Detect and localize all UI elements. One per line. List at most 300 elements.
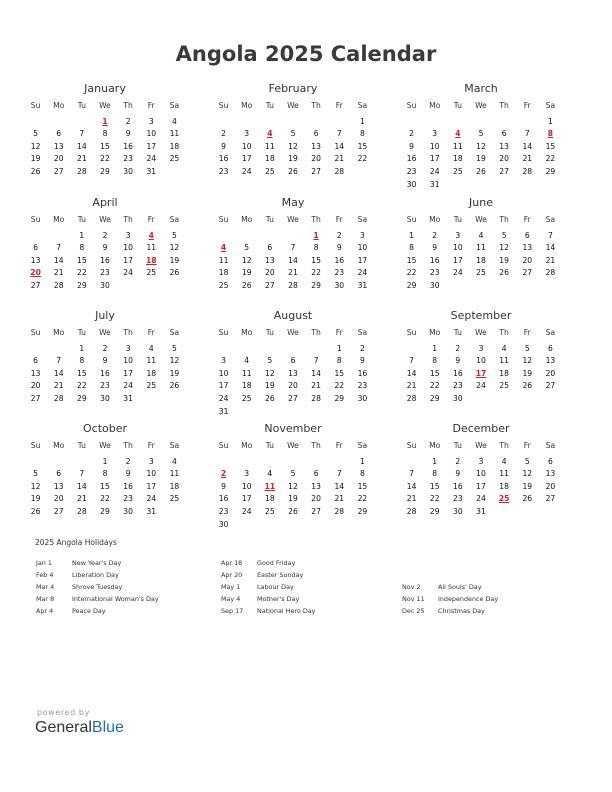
day: 8 bbox=[432, 469, 438, 479]
day: 21 bbox=[545, 255, 556, 265]
day: 2 bbox=[102, 230, 108, 240]
day: 26 bbox=[265, 393, 275, 403]
day: 19 bbox=[265, 381, 275, 391]
holiday-date: Sep 17 bbox=[221, 607, 244, 615]
day: 16 bbox=[406, 154, 417, 164]
day: 13 bbox=[311, 481, 321, 491]
holiday-day: 4 bbox=[148, 230, 154, 240]
day: 10 bbox=[476, 469, 486, 479]
day: 28 bbox=[406, 506, 417, 516]
day: 23 bbox=[218, 506, 229, 516]
empty-day bbox=[281, 116, 304, 129]
day: 14 bbox=[77, 141, 87, 151]
day: 2 bbox=[102, 343, 108, 353]
weekday-header: Sa bbox=[545, 215, 556, 224]
day: 17 bbox=[146, 481, 157, 491]
empty-day bbox=[469, 116, 492, 129]
day: 18 bbox=[169, 481, 180, 491]
weekday-header: We bbox=[475, 215, 487, 224]
day: 16 bbox=[453, 481, 463, 491]
day: 5 bbox=[290, 469, 296, 479]
weekday-header: Tu bbox=[453, 101, 462, 110]
day: 17 bbox=[429, 154, 440, 164]
day: 21 bbox=[77, 494, 87, 504]
day: 18 bbox=[218, 268, 229, 278]
empty-day bbox=[281, 456, 304, 469]
day: 5 bbox=[244, 243, 250, 253]
weekday-header: Mo bbox=[53, 215, 65, 224]
day: 7 bbox=[290, 243, 296, 253]
day: 23 bbox=[429, 268, 440, 278]
day: 7 bbox=[336, 129, 342, 139]
day: 28 bbox=[545, 268, 556, 278]
day: 28 bbox=[406, 393, 417, 403]
day: 17 bbox=[241, 494, 252, 504]
day: 21 bbox=[311, 381, 321, 391]
month-name: July bbox=[95, 309, 115, 322]
day: 16 bbox=[453, 368, 463, 378]
holiday-name: Christmas Day bbox=[438, 607, 485, 615]
weekday-header: Mo bbox=[53, 328, 65, 337]
weekday-header: Th bbox=[123, 101, 133, 110]
day: 29 bbox=[429, 506, 440, 516]
day: 26 bbox=[169, 381, 180, 391]
holiday-row bbox=[402, 581, 498, 593]
day: 9 bbox=[102, 243, 108, 253]
weekday-header: Sa bbox=[169, 101, 180, 110]
empty-day bbox=[446, 116, 469, 129]
day: 12 bbox=[30, 481, 41, 491]
day: 18 bbox=[241, 381, 252, 391]
day: 29 bbox=[357, 506, 368, 516]
empty-day bbox=[400, 456, 423, 469]
month-august bbox=[212, 309, 374, 418]
day: 27 bbox=[30, 280, 41, 290]
day: 28 bbox=[288, 280, 298, 290]
month-january bbox=[24, 82, 186, 179]
empty-day bbox=[258, 116, 281, 129]
day: 24 bbox=[218, 393, 229, 403]
weekday-header: Su bbox=[218, 215, 229, 224]
day: 20 bbox=[30, 381, 41, 391]
day: 11 bbox=[169, 469, 180, 479]
empty-day bbox=[24, 456, 47, 469]
day: 5 bbox=[171, 230, 177, 240]
day: 13 bbox=[53, 141, 64, 151]
day: 25 bbox=[499, 381, 509, 391]
day: 6 bbox=[547, 456, 553, 466]
empty-day bbox=[305, 343, 328, 356]
weekday-header: Mo bbox=[53, 441, 65, 450]
day: 20 bbox=[545, 481, 556, 491]
day: 21 bbox=[288, 268, 298, 278]
day: 1 bbox=[79, 343, 85, 353]
day: 1 bbox=[409, 230, 414, 240]
day: 26 bbox=[288, 166, 298, 176]
day: 2 bbox=[455, 456, 461, 466]
day: 11 bbox=[169, 129, 180, 139]
holiday-date: Mar 4 bbox=[36, 583, 55, 591]
weekday-header: We bbox=[287, 215, 299, 224]
empty-day bbox=[47, 230, 70, 243]
holiday-day: 4 bbox=[267, 129, 273, 139]
day: 29 bbox=[545, 166, 556, 176]
day: 2 bbox=[336, 230, 342, 240]
day: 21 bbox=[522, 154, 533, 164]
day: 25 bbox=[169, 494, 180, 504]
day: 28 bbox=[77, 166, 87, 176]
day: 6 bbox=[267, 243, 273, 253]
empty-day bbox=[212, 456, 235, 469]
empty-day bbox=[235, 116, 258, 129]
day: 19 bbox=[288, 154, 298, 164]
day: 4 bbox=[501, 343, 507, 353]
day: 8 bbox=[313, 243, 319, 253]
day: 4 bbox=[501, 456, 507, 466]
powered-by-text: powered by bbox=[37, 708, 90, 717]
weekday-header: Sa bbox=[169, 215, 180, 224]
day: 11 bbox=[453, 141, 463, 151]
day: 8 bbox=[432, 356, 438, 366]
day: 4 bbox=[171, 116, 177, 126]
day: 19 bbox=[522, 368, 533, 378]
empty-day bbox=[493, 116, 516, 129]
month-days-grid bbox=[24, 440, 186, 519]
weekday-header: Su bbox=[30, 215, 41, 224]
day: 29 bbox=[77, 393, 87, 403]
weekday-header: Th bbox=[123, 215, 133, 224]
day: 5 bbox=[524, 343, 530, 353]
day: 20 bbox=[499, 154, 509, 164]
day: 18 bbox=[499, 368, 509, 378]
holiday-row bbox=[221, 581, 315, 593]
day: 20 bbox=[311, 154, 321, 164]
weekday-header: Fr bbox=[147, 441, 155, 450]
day: 8 bbox=[359, 469, 365, 479]
day: 22 bbox=[77, 268, 87, 278]
day: 12 bbox=[30, 141, 41, 151]
holiday-day: 17 bbox=[475, 368, 487, 378]
weekday-header: Fr bbox=[335, 215, 343, 224]
day: 19 bbox=[30, 154, 41, 164]
brand-blue-text: Blue bbox=[91, 719, 124, 736]
day: 24 bbox=[146, 494, 157, 504]
day: 30 bbox=[218, 519, 229, 529]
weekday-header: Th bbox=[499, 101, 509, 110]
day: 26 bbox=[30, 506, 41, 516]
day: 14 bbox=[522, 141, 533, 151]
day: 1 bbox=[547, 116, 553, 126]
day: 27 bbox=[30, 393, 41, 403]
day: 30 bbox=[123, 166, 133, 176]
day: 23 bbox=[218, 166, 229, 176]
month-days-grid bbox=[24, 327, 186, 406]
day: 7 bbox=[56, 356, 62, 366]
day: 15 bbox=[406, 255, 417, 265]
holiday-name: New Year's Day bbox=[72, 559, 122, 567]
day: 2 bbox=[125, 456, 131, 466]
day: 28 bbox=[53, 280, 64, 290]
weekday-header: We bbox=[99, 101, 111, 110]
weekday-header: Fr bbox=[147, 101, 155, 110]
day: 29 bbox=[334, 393, 345, 403]
day: 1 bbox=[432, 456, 438, 466]
day: 8 bbox=[79, 356, 85, 366]
holiday-row bbox=[36, 581, 159, 593]
weekday-header: Su bbox=[218, 441, 229, 450]
holiday-name: Good Friday bbox=[257, 559, 296, 567]
day: 15 bbox=[311, 255, 321, 265]
day: 7 bbox=[547, 230, 553, 240]
month-days-grid bbox=[212, 327, 374, 418]
day: 9 bbox=[409, 141, 414, 151]
holiday-name: Independence Day bbox=[438, 595, 499, 603]
day: 6 bbox=[33, 356, 38, 366]
day: 15 bbox=[100, 481, 110, 491]
holiday-date: Apr 18 bbox=[221, 559, 243, 567]
day: 1 bbox=[359, 456, 365, 466]
weekday-header: Fr bbox=[523, 101, 531, 110]
day: 11 bbox=[499, 356, 509, 366]
holiday-date: Apr 20 bbox=[221, 571, 243, 579]
empty-day bbox=[212, 230, 235, 243]
day: 22 bbox=[406, 268, 417, 278]
day: 22 bbox=[334, 381, 345, 391]
day: 20 bbox=[545, 368, 556, 378]
holiday-row bbox=[221, 593, 315, 605]
day: 30 bbox=[429, 280, 440, 290]
day: 7 bbox=[336, 469, 342, 479]
day: 12 bbox=[169, 356, 180, 366]
month-name: October bbox=[82, 422, 128, 435]
generalblue-logo[interactable] bbox=[35, 719, 124, 737]
day: 24 bbox=[357, 268, 368, 278]
day: 12 bbox=[476, 141, 486, 151]
day: 25 bbox=[146, 381, 157, 391]
day: 3 bbox=[455, 230, 461, 240]
day: 15 bbox=[357, 481, 368, 491]
weekday-header: Sa bbox=[545, 441, 556, 450]
empty-day bbox=[212, 116, 235, 129]
weekday-header: Tu bbox=[77, 101, 86, 110]
day: 24 bbox=[476, 381, 486, 391]
day: 5 bbox=[524, 456, 530, 466]
day: 24 bbox=[146, 154, 157, 164]
weekday-header: Sa bbox=[545, 101, 556, 110]
day: 15 bbox=[429, 368, 440, 378]
day: 18 bbox=[476, 255, 486, 265]
day: 3 bbox=[125, 230, 131, 240]
day: 17 bbox=[357, 255, 368, 265]
holiday-row bbox=[36, 593, 159, 605]
weekday-header: Tu bbox=[77, 328, 86, 337]
day: 12 bbox=[288, 141, 298, 151]
weekday-header: Su bbox=[30, 441, 41, 450]
weekday-header: Th bbox=[499, 328, 509, 337]
month-days-grid bbox=[24, 100, 186, 179]
weekday-header: We bbox=[475, 441, 487, 450]
day: 18 bbox=[499, 481, 509, 491]
day: 29 bbox=[100, 506, 110, 516]
day: 20 bbox=[53, 494, 64, 504]
holiday-row bbox=[36, 569, 159, 581]
day: 2 bbox=[125, 116, 131, 126]
day: 14 bbox=[53, 368, 64, 378]
holidays-heading: 2025 Angola Holidays bbox=[35, 538, 117, 547]
day: 13 bbox=[311, 141, 321, 151]
month-june bbox=[400, 196, 562, 293]
day: 9 bbox=[432, 243, 438, 253]
month-december bbox=[400, 422, 562, 519]
empty-day bbox=[235, 230, 258, 243]
page-title: Angola 2025 Calendar bbox=[175, 42, 437, 66]
day: 21 bbox=[77, 154, 87, 164]
day: 28 bbox=[334, 166, 345, 176]
holiday-day: 8 bbox=[547, 129, 554, 139]
weekday-header: Th bbox=[311, 215, 321, 224]
day: 25 bbox=[265, 166, 275, 176]
day: 16 bbox=[100, 368, 110, 378]
weekday-header: Su bbox=[218, 101, 229, 110]
holiday-name: Liberation Day bbox=[72, 571, 119, 579]
weekday-header: Tu bbox=[77, 441, 86, 450]
day: 18 bbox=[169, 141, 180, 151]
day: 12 bbox=[169, 243, 180, 253]
day: 7 bbox=[79, 129, 85, 139]
day: 29 bbox=[406, 280, 417, 290]
weekday-header: Sa bbox=[357, 441, 368, 450]
day: 9 bbox=[221, 481, 226, 491]
weekday-header: Tu bbox=[265, 215, 274, 224]
weekday-header: Su bbox=[406, 101, 417, 110]
month-may bbox=[212, 196, 374, 293]
month-february bbox=[212, 82, 374, 179]
day: 11 bbox=[146, 356, 157, 366]
day: 18 bbox=[265, 494, 275, 504]
weekday-header: Th bbox=[499, 215, 509, 224]
day: 10 bbox=[453, 243, 463, 253]
day: 24 bbox=[123, 381, 133, 391]
day: 14 bbox=[77, 481, 87, 491]
holiday-date: Dec 25 bbox=[402, 607, 425, 615]
day: 8 bbox=[79, 243, 85, 253]
day: 26 bbox=[30, 166, 41, 176]
day: 12 bbox=[241, 255, 252, 265]
day: 3 bbox=[432, 129, 438, 139]
month-name: November bbox=[264, 422, 322, 435]
weekday-header: Mo bbox=[429, 441, 441, 450]
holiday-day: 11 bbox=[264, 481, 276, 491]
day: 11 bbox=[499, 469, 509, 479]
day: 10 bbox=[218, 368, 229, 378]
day: 26 bbox=[499, 268, 509, 278]
day: 18 bbox=[146, 368, 157, 378]
day: 20 bbox=[288, 381, 298, 391]
day: 12 bbox=[265, 368, 275, 378]
day: 15 bbox=[77, 368, 87, 378]
day: 22 bbox=[545, 154, 556, 164]
day: 1 bbox=[79, 230, 85, 240]
day: 30 bbox=[334, 280, 345, 290]
day: 16 bbox=[100, 255, 110, 265]
day: 6 bbox=[501, 129, 507, 139]
month-days-grid bbox=[400, 440, 562, 519]
weekday-header: We bbox=[475, 101, 487, 110]
empty-day bbox=[328, 456, 351, 469]
day: 19 bbox=[499, 255, 509, 265]
day: 15 bbox=[334, 368, 345, 378]
weekday-header: Mo bbox=[241, 328, 253, 337]
empty-day bbox=[281, 343, 304, 356]
day: 7 bbox=[79, 469, 85, 479]
day: 18 bbox=[265, 154, 275, 164]
empty-day bbox=[400, 116, 423, 129]
day: 11 bbox=[241, 368, 252, 378]
holiday-name: Mother's Day bbox=[257, 595, 300, 603]
empty-day bbox=[235, 343, 258, 356]
day: 28 bbox=[53, 393, 64, 403]
day: 14 bbox=[311, 368, 321, 378]
holiday-name: Peace Day bbox=[72, 607, 106, 615]
day: 6 bbox=[56, 469, 62, 479]
day: 12 bbox=[522, 469, 533, 479]
day: 13 bbox=[288, 368, 298, 378]
day: 11 bbox=[476, 243, 486, 253]
day: 16 bbox=[357, 368, 368, 378]
day: 31 bbox=[146, 166, 157, 176]
holiday-name: Easter Sunday bbox=[257, 571, 304, 579]
day: 15 bbox=[545, 141, 556, 151]
day: 3 bbox=[148, 116, 154, 126]
month-days-grid bbox=[400, 214, 562, 293]
day: 7 bbox=[409, 356, 414, 366]
weekday-header: Th bbox=[499, 441, 509, 450]
holiday-date: Mar 8 bbox=[36, 595, 55, 603]
day: 27 bbox=[53, 506, 64, 516]
day: 13 bbox=[30, 255, 41, 265]
day: 12 bbox=[288, 481, 298, 491]
day: 3 bbox=[478, 456, 484, 466]
empty-day bbox=[70, 116, 93, 129]
day: 2 bbox=[432, 230, 438, 240]
month-days-grid bbox=[212, 100, 374, 179]
weekday-header: We bbox=[475, 328, 487, 337]
empty-day bbox=[258, 230, 281, 243]
month-name: June bbox=[469, 196, 493, 209]
day: 22 bbox=[311, 268, 321, 278]
day: 5 bbox=[478, 129, 484, 139]
day: 21 bbox=[406, 381, 417, 391]
day: 9 bbox=[455, 356, 461, 366]
day: 30 bbox=[100, 280, 110, 290]
day: 15 bbox=[77, 255, 87, 265]
weekday-header: Mo bbox=[429, 215, 441, 224]
month-days-grid bbox=[212, 214, 374, 293]
day: 20 bbox=[265, 268, 275, 278]
day: 30 bbox=[406, 179, 417, 189]
day: 7 bbox=[409, 469, 414, 479]
day: 30 bbox=[123, 506, 133, 516]
holiday-row bbox=[221, 569, 315, 581]
holiday-name: Shrove Tuesday bbox=[72, 583, 123, 591]
day: 10 bbox=[123, 243, 133, 253]
day: 31 bbox=[146, 506, 157, 516]
empty-day bbox=[24, 230, 47, 243]
holiday-row bbox=[221, 605, 315, 617]
day: 24 bbox=[241, 506, 252, 516]
holiday-day: 1 bbox=[313, 230, 319, 240]
day: 23 bbox=[123, 154, 133, 164]
